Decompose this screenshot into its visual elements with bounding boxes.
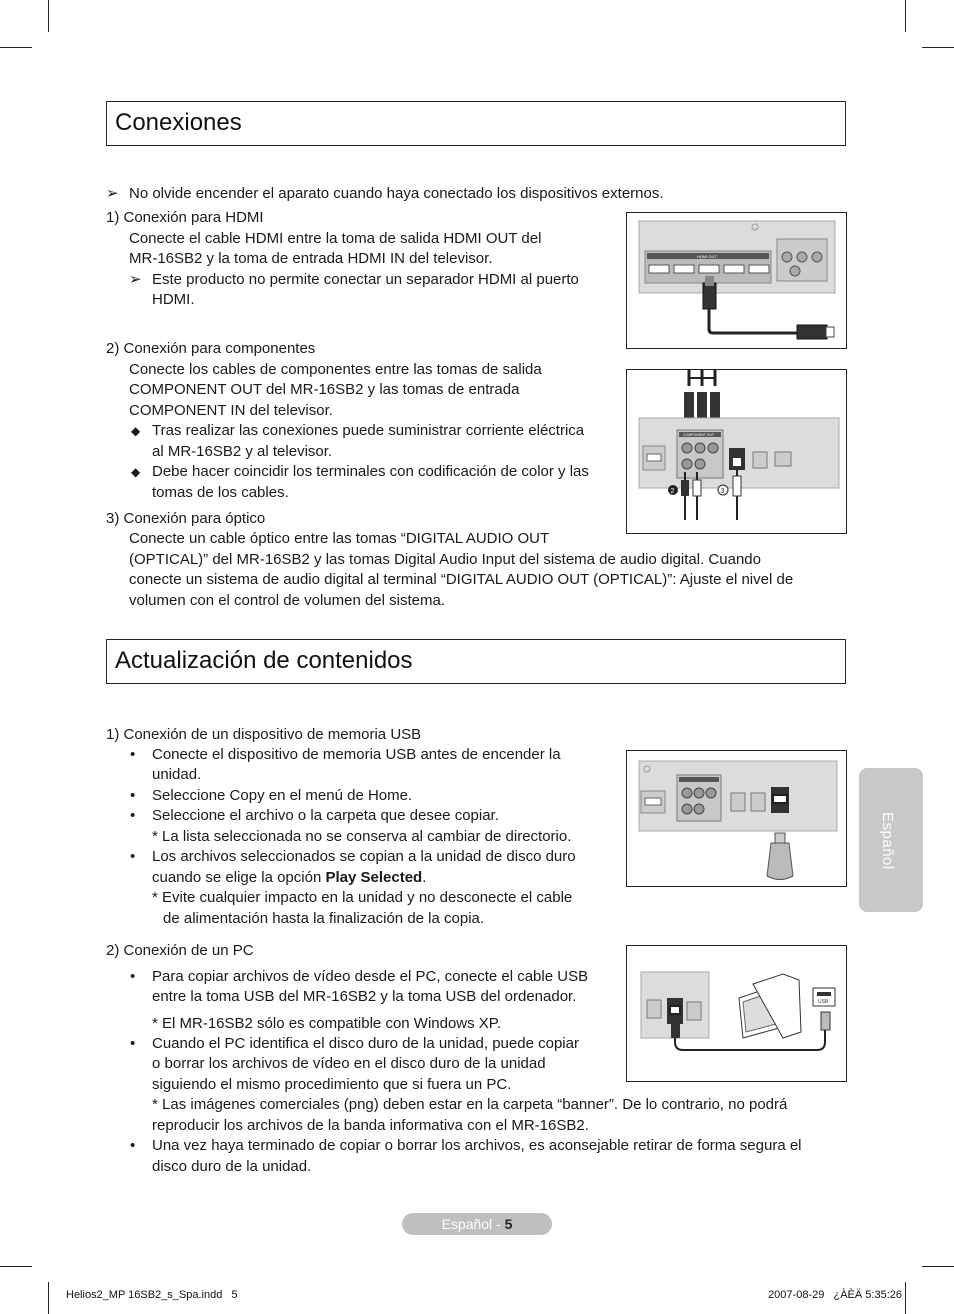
pc-note: reproducir los archivos de la banda informativa con el MR-16SB2. (152, 1117, 589, 1134)
section-header-conexiones (106, 101, 846, 146)
optical-text: volumen con el control de volumen del sistema. (129, 592, 445, 609)
callout-2: 2 (670, 488, 675, 495)
crop-mark (922, 1266, 954, 1267)
pc-bullet: disco duro de la unidad. (152, 1158, 312, 1175)
component-text: Conecte los cables de componentes entre las tomas de salida (129, 361, 542, 378)
bullet-dot: • (130, 1137, 136, 1154)
pc-bullet: Una vez haya terminado de copiar o borrar los archivos, es aconsejable retirar de forma segura el (152, 1137, 802, 1154)
usb-memory-figure (626, 750, 847, 887)
usb-bullet: Seleccione el archivo o la carpeta que desee copiar. (152, 807, 499, 824)
note-text: No olvide encender el aparato cuando haya conectado los dispositivos externos. (129, 185, 664, 202)
usb-bullet: Conecte el dispositivo de memoria USB antes de encender la (152, 746, 561, 763)
component-connection-figure (626, 369, 847, 534)
bullet-dot: • (130, 1035, 136, 1052)
usb-note: de alimentación hasta la finalización de la copia. (163, 910, 485, 927)
usb-note: * Evite cualquier impacto en la unidad y no desconecte el cable (152, 889, 573, 906)
callout-3: 3 (720, 488, 725, 495)
crop-mark (0, 47, 32, 48)
page-label: Español - (441, 1216, 505, 1232)
bullet-dot: • (130, 848, 136, 865)
section-title: Conexiones (115, 109, 242, 136)
pc-note: * Las imágenes comerciales (png) deben estar en la carpeta “banner”. De lo contrario, no podrá (152, 1096, 788, 1113)
usb-bullet: Seleccione Copy en el menú de Home. (152, 787, 413, 804)
section-header-actualizacion (106, 639, 846, 684)
bullet-dot: • (130, 807, 136, 824)
pc-bullet: Cuando el PC identifica el disco duro de la unidad, puede copiar (152, 1035, 579, 1052)
usb-bullet: Los archivos seleccionados se copian a la unidad de disco duro (152, 848, 576, 865)
page-number: 5 (504, 1216, 513, 1232)
language-side-tab (859, 768, 923, 912)
crop-mark (905, 0, 906, 32)
pc-bullet: siguiendo el mismo procedimiento que si fuera un PC. (152, 1076, 512, 1093)
usb-port-label: USB (818, 999, 829, 1005)
side-tab-label: Español (879, 812, 896, 870)
play-selected-label: Play Selected (325, 869, 423, 886)
optical-text: (OPTICAL)” del MR-16SB2 y las tomas Digital Audio Input del sistema de audio digital. Cuando (129, 551, 761, 568)
note-arrow-icon: ➢ (106, 185, 119, 202)
component-bullet: Debe hacer coincidir los terminales con codificación de color y las (152, 463, 589, 480)
crop-mark (48, 0, 49, 32)
component-port-label: COMPONENT OUT (683, 433, 715, 437)
component-bullet: al MR-16SB2 y al televisor. (152, 443, 333, 460)
pc-note: * El MR-16SB2 sólo es compatible con Windows XP. (152, 1015, 502, 1032)
pc-heading: 2) Conexión de un PC (106, 942, 254, 959)
optical-heading: 3) Conexión para óptico (106, 510, 266, 527)
hdmi-note: HDMI. (152, 291, 195, 308)
bullet-dot: • (130, 787, 136, 804)
hdmi-heading: 1) Conexión para HDMI (106, 209, 264, 226)
usb-bullet-text: cuando se elige la opción (152, 869, 326, 886)
section-title: Actualización de contenidos (115, 647, 413, 674)
hdmi-text: Conecte el cable HDMI entre la toma de salida HDMI OUT del (129, 230, 542, 247)
pc-bullet: Para copiar archivos de vídeo desde el PC, conecte el cable USB (152, 968, 589, 985)
optical-text: Conecte un cable óptico entre las tomas “DIGITAL AUDIO OUT (129, 530, 550, 547)
diamond-bullet-icon: ◆ (131, 465, 141, 479)
component-bullet: tomas de los cables. (152, 484, 289, 501)
pc-bullet: entre la toma USB del MR-16SB2 y la toma USB del ordenador. (152, 988, 577, 1005)
usb-heading: 1) Conexión de un dispositivo de memoria USB (106, 726, 422, 743)
page-number-badge (402, 1213, 552, 1235)
crop-mark (48, 1282, 49, 1314)
component-text: COMPONENT OUT del MR-16SB2 y las tomas de entrada (129, 381, 520, 398)
hdmi-port-label: HDMI OUT (697, 254, 717, 259)
usb-bullet: unidad. (152, 766, 202, 783)
bullet-dot: • (130, 746, 136, 763)
usb-bullet-text: . (422, 869, 427, 886)
optical-text: conecte un sistema de audio digital al terminal “DIGITAL AUDIO OUT (OPTICAL)”: Ajuste el nivel de (129, 571, 794, 588)
hdmi-note: Este producto no permite conectar un separador HDMI al puerto (152, 271, 579, 288)
diamond-bullet-icon: ◆ (131, 424, 141, 438)
usb-bullet (152, 868, 426, 889)
bullet-dot: • (130, 968, 136, 985)
component-bullet: Tras realizar las conexiones puede suministrar corriente eléctrica (152, 422, 585, 439)
pc-connection-figure (626, 945, 847, 1082)
crop-mark (922, 47, 954, 48)
footer-timestamp: 2007-08-29 ¿ÀÈÄ 5:35:26 (768, 1289, 902, 1301)
component-heading: 2) Conexión para componentes (106, 340, 316, 357)
hdmi-text: MR-16SB2 y la toma de entrada HDMI IN del televisor. (129, 250, 493, 267)
note-arrow-icon: ➢ (129, 271, 142, 288)
crop-mark (0, 1266, 32, 1267)
component-text: COMPONENT IN del televisor. (129, 402, 333, 419)
hdmi-connection-figure (626, 212, 847, 349)
footer-file-info: Helios2_MP 16SB2_s_Spa.indd 5 (66, 1289, 238, 1301)
pc-bullet: o borrar los archivos de vídeo en el disco duro de la unidad (152, 1055, 546, 1072)
crop-mark (905, 1282, 906, 1314)
usb-note: * La lista seleccionada no se conserva al cambiar de directorio. (152, 828, 572, 845)
